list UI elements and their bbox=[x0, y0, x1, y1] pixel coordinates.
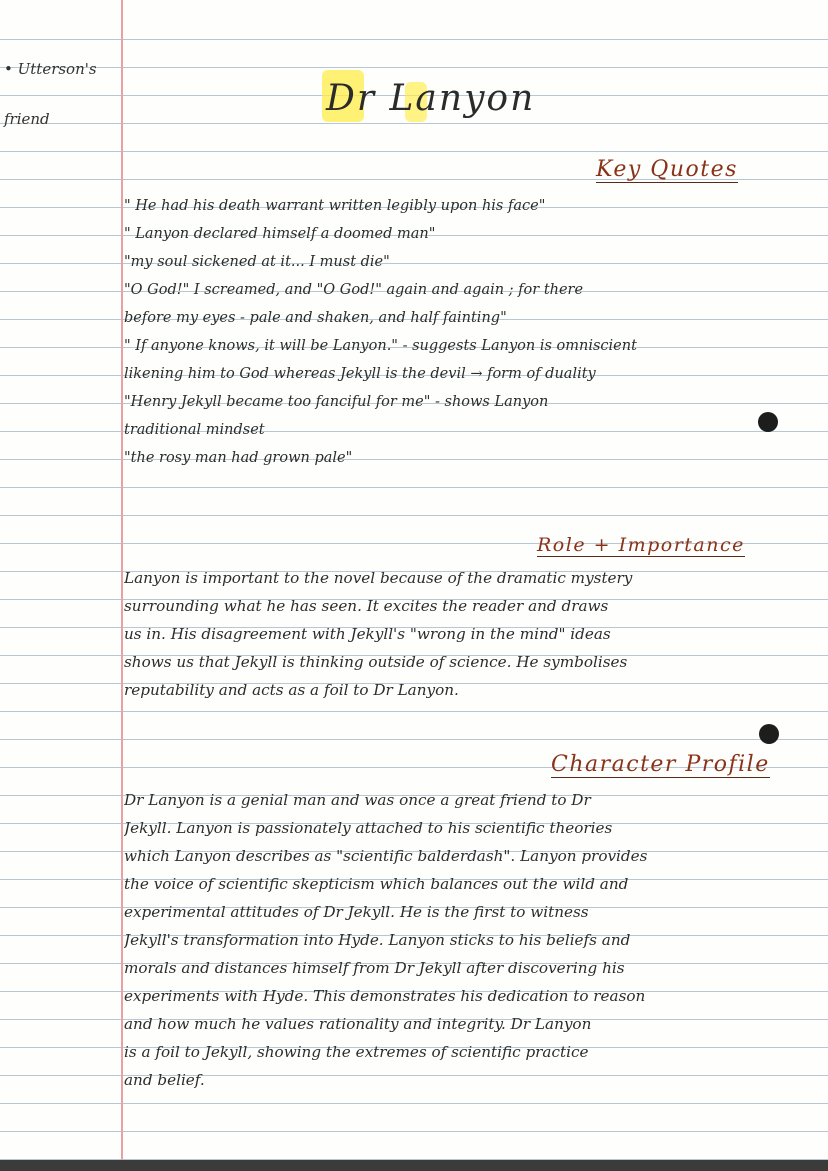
character-profile-heading: Character Profile bbox=[551, 752, 770, 777]
role-importance-heading: Role + Importance bbox=[537, 534, 745, 556]
page-title-text: Dr Lanyon bbox=[326, 78, 536, 119]
key-quotes-list bbox=[124, 192, 814, 472]
paragraph-line: Jekyll's transformation into Hyde. Lanyon sticks to his beliefs and bbox=[124, 931, 631, 949]
paragraph-line: reputability and acts as a foil to Dr Lanyon. bbox=[124, 681, 459, 699]
quote-line: before my eyes - pale and shaken, and half fainting" bbox=[124, 310, 507, 326]
quote-line: traditional mindset bbox=[124, 422, 265, 438]
paragraph-line: experimental attitudes of Dr Jekyll. He is the first to witness bbox=[124, 903, 589, 921]
page-bottom-edge bbox=[0, 1160, 828, 1171]
paragraph-line: Jekyll. Lanyon is passionately attached to his scientific theories bbox=[124, 819, 613, 837]
paragraph-line: us in. His disagreement with Jekyll's "wrong in the mind" ideas bbox=[124, 625, 611, 643]
paragraph-line: and how much he values rationality and integrity. Dr Lanyon bbox=[124, 1015, 592, 1033]
bullet-dot bbox=[759, 724, 779, 744]
quote-line: "my soul sickened at it... I must die" bbox=[124, 254, 390, 270]
paragraph-line: experiments with Hyde. This demonstrates his dedication to reason bbox=[124, 987, 646, 1005]
margin-note bbox=[4, 44, 119, 144]
paragraph-line: which Lanyon describes as "scientific balderdash". Lanyon provides bbox=[124, 847, 648, 865]
margin-note-line-2: friend bbox=[4, 110, 50, 128]
paragraph-line: is a foil to Jekyll, showing the extremes of scientific practice bbox=[124, 1043, 589, 1061]
bullet-dot bbox=[758, 412, 778, 432]
paragraph-line: surrounding what he has seen. It excites the reader and draws bbox=[124, 597, 609, 615]
quote-line: "the rosy man had grown pale" bbox=[124, 450, 353, 466]
quote-line: "Henry Jekyll became too fanciful for me" - shows Lanyon bbox=[124, 394, 549, 410]
paragraph-line: shows us that Jekyll is thinking outside of science. He symbolises bbox=[124, 653, 628, 671]
quote-line: " He had his death warrant written legibly upon his face" bbox=[124, 198, 546, 214]
role-importance-paragraph bbox=[124, 564, 818, 704]
quote-line: "O God!" I screamed, and "O God!" again and again ; for there bbox=[124, 282, 584, 298]
quote-line: " If anyone knows, it will be Lanyon." - suggests Lanyon is omniscient bbox=[124, 338, 637, 354]
paragraph-line: morals and distances himself from Dr Jekyll after discovering his bbox=[124, 959, 625, 977]
quote-line: likening him to God whereas Jekyll is the devil → form of duality bbox=[124, 366, 596, 382]
paragraph-line: Lanyon is important to the novel because of the dramatic mystery bbox=[124, 569, 633, 587]
margin-line bbox=[121, 0, 123, 1171]
page-title bbox=[326, 78, 535, 119]
paragraph-line: Dr Lanyon is a genial man and was once a great friend to Dr bbox=[124, 791, 591, 809]
paragraph-line: the voice of scientific skepticism which balances out the wild and bbox=[124, 875, 629, 893]
character-profile-paragraph bbox=[124, 786, 818, 1094]
key-quotes-heading: Key Quotes bbox=[596, 157, 738, 182]
margin-note-line-1: • Utterson's bbox=[4, 60, 97, 78]
quote-line: " Lanyon declared himself a doomed man" bbox=[124, 226, 436, 242]
paragraph-line: and belief. bbox=[124, 1071, 205, 1089]
